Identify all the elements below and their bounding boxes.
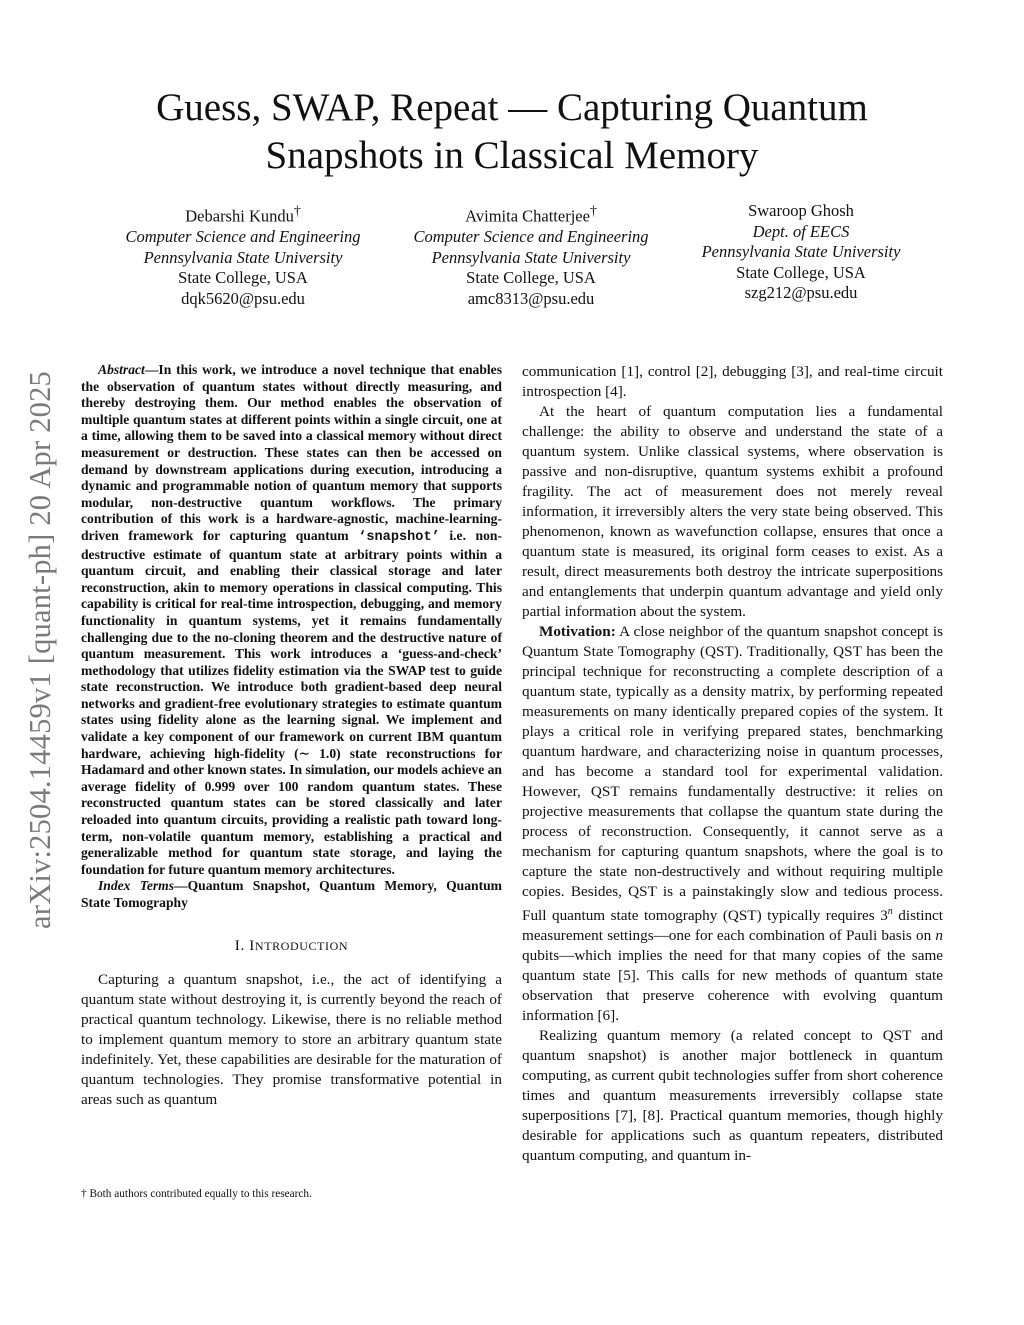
arxiv-stamp: arXiv:2504.14459v1 [quant-ph] 20 Apr 2025 <box>23 371 57 929</box>
author-email: szg212@psu.edu <box>744 283 858 303</box>
left-column <box>81 362 502 1110</box>
motivation-paragraph: Motivation: A close neighbor of the quantum snapshot concept is Quantum State Tomography (QST). Traditionally, QST has been the principal technique for reconstructing a complete description of a quantum state, typically as a density matrix, by performing repeated measurements on many identically prepared copies of the system. It plays a critical role in verifying prepared states, benchmarking quantum hardware, and characterizing noise in quantum processes, and has become a standard tool for experimental validation. However, QST remains fundamentally destructive: it relies on projective measurements that collapse the quantum state during the process of reconstruction. Consequently, it cannot serve as a mechanism for capturing quantum snapshots, where the goal is to capture the state non-destructively and without requiring multiple copies. Besides, QST is a painstakingly slow and tedious process. Full quantum state tomography (QST) typically requires 3$^n$ distinct measurement settings—one for each combination of Pauli basis on n qubits—which implies the need for that many copies of the same quantum state [5]. This calls for new methods of quantum state observation that preserve coherence with evolving quantum information [6]. <box>522 623 944 1025</box>
abstract-text-1: —In this work, we introduce a novel technique that enables the observation of quantum states without directly measuring, and thereby destroying them. Our method enables the observation of multiple quantum states at different points within a single circuit, one at a time, allowing them to be saved into a classical memory without direct measurement or destruction. These states can then be accessed on demand by downstream applications during execution, introducing a dynamic and programmable notion of quantum memory that supports modular, non-destructive quantum workflows. The primary contribution of this work is a hardware-agnostic, machine-learning-driven framework for capturing quantum <box>81 362 502 543</box>
author-city: State College, USA <box>736 262 866 282</box>
author-name: Avimita Chatterjee <box>465 206 590 226</box>
index-terms-label: Index Terms <box>98 878 175 894</box>
author-mark: † <box>589 203 597 218</box>
abstract-text-2: i.e. non-destructive estimate of quantum state at arbitrary points within a quantum circuit, and enabling their classical storage and later reconstruction, akin to memory operations in classical computing. This capability is critical for real-time introspection, debugging, and memory functionality in quantum systems, yet it remains fundamentally challenging due to the no-cloning theorem and the destructive nature of quantum measurement. This work introduces a ‘guess-and-check’ methodology that utilizes fidelity estimation via the SWAP test to guide state reconstruction. We introduce both gradient-based deep neural networks and gradient-free evolutionary strategies to estimate quantum states using fidelity alone as the learning signal. We implement and validate a key component of our framework on current IBM quantum hardware, achieving high-fidelity (∼ 1.0) state reconstructions for Hadamard and other known states. In simulation, our models achieve an average fidelity of 0.999 over 100 random quantum states. These reconstructed quantum states can be stored classically and later reloaded into quantum circuits, providing a realistic path toward long-term, non-volatile quantum memory, establishing a practical and generalizable method for quantum state storage, and laying the foundation for future quantum memory architectures. <box>81 527 502 877</box>
author-dept: Dept. of EECS <box>752 221 850 241</box>
footnote: † Both authors contributed equally to this research. <box>81 1188 312 1200</box>
index-terms <box>81 878 502 911</box>
author-dept: Computer Science and Engineering <box>413 227 649 247</box>
author-email: amc8313@psu.edu <box>467 288 595 308</box>
author-city: State College, USA <box>466 268 596 288</box>
right-paragraph-1: At the heart of quantum computation lies a fundamental challenge: the ability to observe and understand the state of a quantum system. Unlike classical systems, where observation is passive and non-disruptive, quantum systems exhibit a profound fragility. The act of measurement does not merely reveal information, it irreversibly alters the very state being observed. This phenomenon, known as wavefunction collapse, ensures that once a quantum state is measured, its original form ceases to exist. As a result, direct measurements both destroy the intricate superpositions and entanglements that underpin quantum advantage and yield only partial information about the system. <box>522 403 943 620</box>
author-dept: Computer Science and Engineering <box>125 227 361 247</box>
math-n-sup: n <box>887 906 893 917</box>
section-heading: I. INTRODUCTION <box>234 936 349 954</box>
author-univ: Pennsylvania State University <box>431 247 631 267</box>
paper-title <box>82 84 942 180</box>
intro-paragraph-1: Capturing a quantum snapshot, i.e., the act of identifying a quantum state without destroying it, is currently beyond the reach of practical quantum technology. Likewise, there is no reliable method to implement quantum memory to store an arbitrary quantum state indefinitely. Yet, these capabilities are desirable for the maturation of quantum technologies. They promise transformative potential in areas such as quantum <box>81 970 502 1108</box>
author-univ: Pennsylvania State University <box>143 247 343 267</box>
author-email: dqk5620@psu.edu <box>181 288 305 308</box>
motivation-label: Motivation: <box>539 623 616 640</box>
author-block-1 <box>123 201 363 309</box>
right-paragraph-3: Realizing quantum memory (a related concept to QST and quantum snapshot) is another major bottleneck in quantum computing, as current qubit technologies suffer from short coherence times and quantum measurements irreversibly collapse state superpositions [7], [8]. Practical quantum memories, though highly desirable for applications such as quantum repeaters, distributed quantum computing, and quantum in- <box>522 1027 943 1165</box>
author-block-2 <box>405 201 657 309</box>
math-three: 3 <box>880 907 888 925</box>
author-mark: † <box>293 203 301 218</box>
author-city: State College, USA <box>178 268 308 288</box>
author-name: Debarshi Kundu <box>185 206 294 226</box>
author-univ: Pennsylvania State University <box>701 242 901 262</box>
right-column <box>522 362 943 1166</box>
title-line-1: Guess, SWAP, Repeat — Capturing Quantum <box>156 86 868 129</box>
index-terms-text: —Quantum Snapshot, Quantum Memory, Quantum State Tomography <box>81 878 502 910</box>
author-name: Swaroop Ghosh <box>748 201 854 220</box>
right-paragraph-0: communication [1], control [2], debugging [3], and real-time circuit introspection [4]. <box>522 363 943 400</box>
abstract <box>81 362 502 878</box>
author-block-3 <box>694 201 908 304</box>
abstract-code: ‘snapshot’ <box>358 529 440 545</box>
title-line-2: Snapshots in Classical Memory <box>265 134 759 177</box>
abstract-label: Abstract <box>98 362 145 377</box>
math-n: n <box>935 927 943 945</box>
